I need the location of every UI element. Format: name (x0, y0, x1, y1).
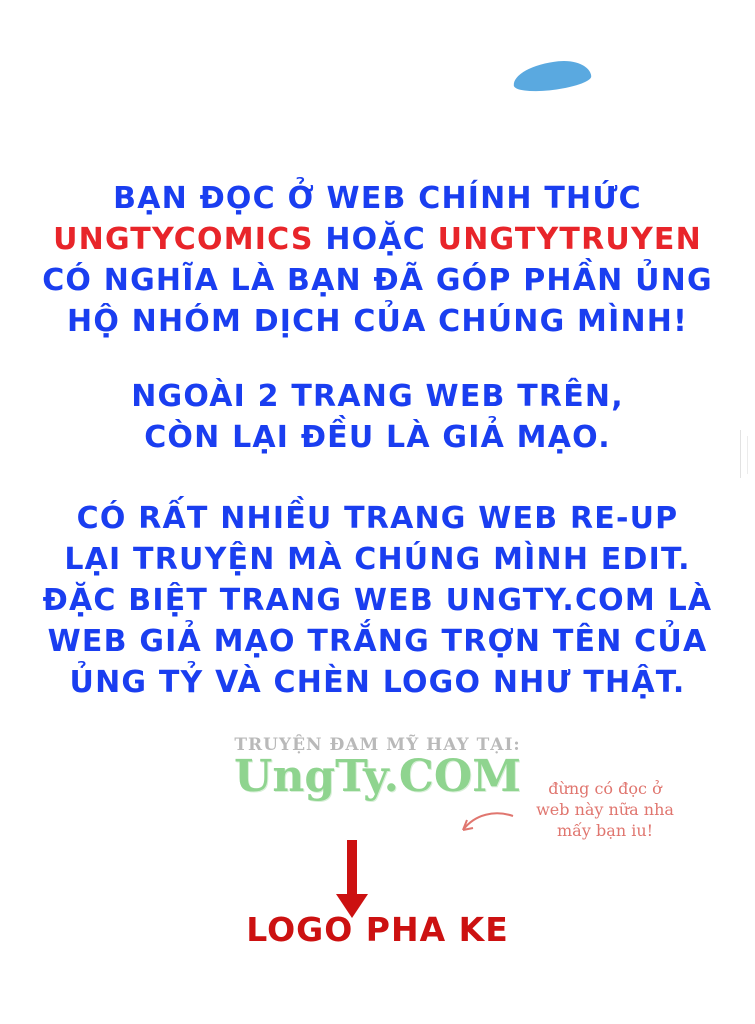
note-line-1: đừng có đọc ở (548, 779, 662, 798)
notice-line: BẠN ĐỌC Ở WEB CHÍNH THỨC (113, 181, 642, 216)
watermark-tagline: TRUYỆN ĐAM MỸ HAY TẠI: (234, 735, 521, 755)
notice-text-block (0, 178, 755, 703)
notice-line: CÓ NGHĨA LÀ BẠN ĐÃ GÓP PHẦN ỦNG (42, 263, 713, 298)
spacer (0, 342, 755, 376)
spacer (0, 458, 755, 498)
notice-line: HỘ NHÓM DỊCH CỦA CHÚNG MÌNH! (67, 304, 688, 339)
down-arrow-icon (347, 840, 357, 896)
notice-line: ỦNG TỶ VÀ CHÈN LOGO NHƯ THẬT. (69, 665, 686, 700)
fake-logo-label: LOGO PHA KE (246, 910, 509, 949)
notice-line-official-sites (0, 219, 755, 260)
site-name-ungtytruyen: UNGTYTRUYEN (437, 222, 702, 257)
notice-line: LẠI TRUYỆN MÀ CHÚNG MÌNH EDIT. (64, 542, 691, 577)
site-name-ungtycomics: UNGTYCOMICS (53, 222, 326, 257)
note-line-3: mấy bạn iu! (556, 821, 654, 840)
notice-line: CÒN LẠI ĐỀU LÀ GIẢ MẠO. (144, 420, 611, 455)
conjunction-hoac: HOẶC (325, 222, 438, 257)
blue-blob-decoration (512, 58, 592, 94)
notice-line: ĐẶC BIỆT TRANG WEB UNGTY.COM LÀ (42, 583, 713, 618)
watermark-sitename: UngTy.COM (234, 751, 521, 802)
curved-arrow-icon (455, 808, 517, 844)
notice-line: CÓ RẤT NHIỀU TRANG WEB RE-UP (76, 501, 679, 536)
notice-line: NGOÀI 2 TRANG WEB TRÊN, (131, 379, 624, 414)
notice-line: WEB GIẢ MẠO TRẮNG TRỢN TÊN CỦA (47, 624, 708, 659)
note-line-2: web này nữa nha (536, 800, 674, 819)
handwritten-note (520, 778, 690, 841)
